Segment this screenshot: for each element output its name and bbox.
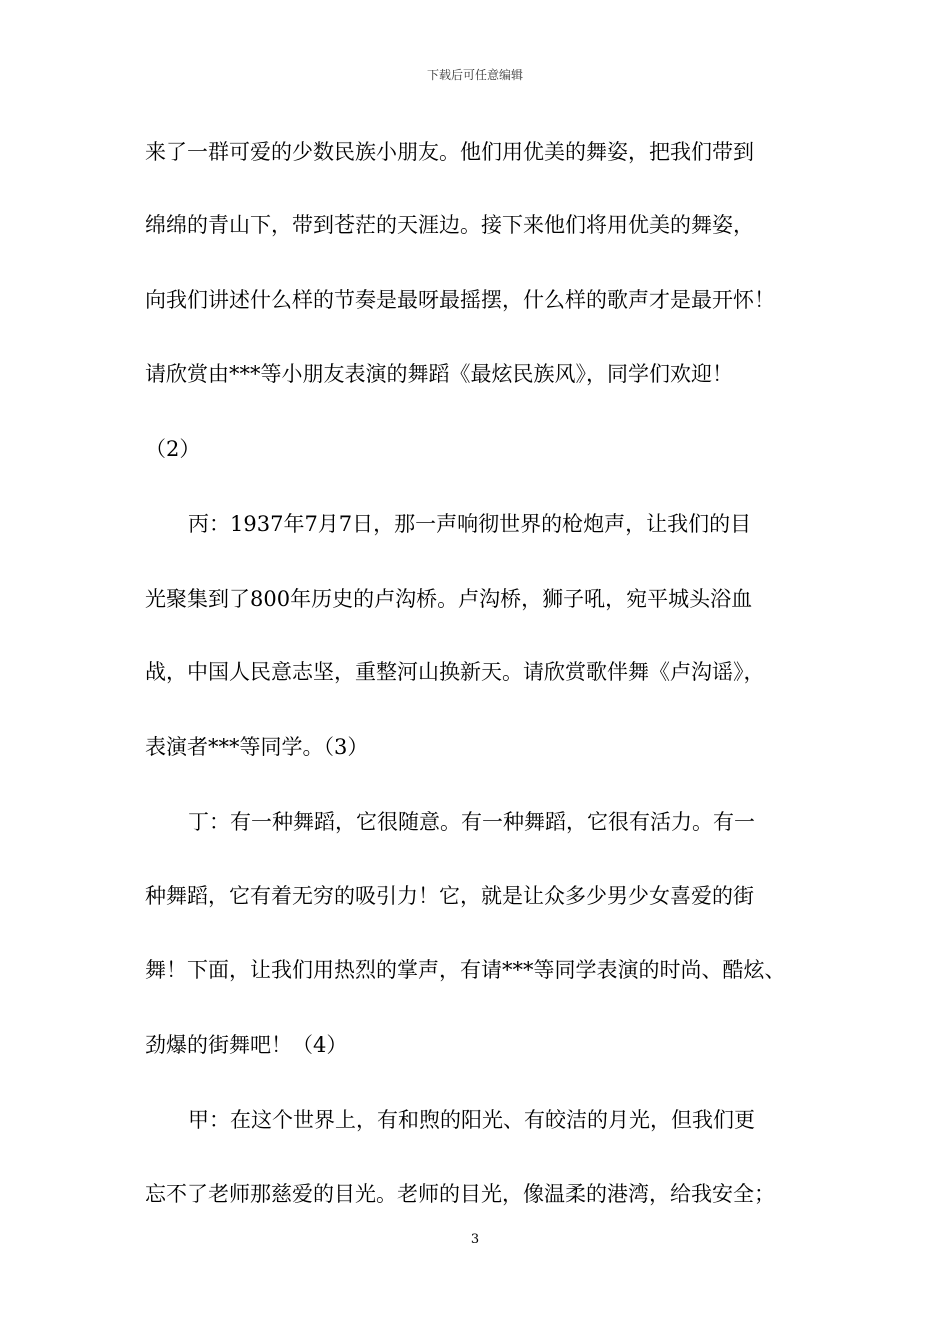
- body-line: 舞！下面，让我们用热烈的掌声，有请***等同学表演的时尚、酷炫、: [145, 958, 786, 982]
- body-line: 请欣赏由***等小朋友表演的舞蹈《最炫民族风》，同学们欢迎！: [145, 362, 733, 386]
- page-number: 3: [470, 1232, 480, 1247]
- paragraph-start-line: 丁：有一种舞蹈，它很随意。有一种舞蹈，它很有活力。有一: [188, 810, 755, 834]
- body-line: 种舞蹈，它有着无穷的吸引力！它，就是让众多少男少女喜爱的街: [145, 884, 754, 908]
- body-line: 光聚集到了800年历史的卢沟桥。卢沟桥，狮子吼，宛平城头浴血: [145, 587, 753, 611]
- body-line: 来了一群可爱的少数民族小朋友。他们用优美的舞姿，把我们带到: [145, 140, 754, 164]
- body-line: 战，中国人民意志坚，重整河山换新天。请欣赏歌伴舞《卢沟谣》，: [145, 660, 765, 684]
- body-line: （2）: [145, 437, 201, 461]
- page-header: 下载后可任意编辑: [426, 68, 523, 82]
- paragraph-start-line: 甲：在这个世界上，有和煦的阳光、有皎洁的月光，但我们更: [188, 1108, 755, 1132]
- paragraph-start-line: 丙：1937年7月7日，那一声响彻世界的枪炮声，让我们的目: [188, 512, 752, 536]
- body-line: 劲爆的街舞吧！（4）: [145, 1033, 348, 1057]
- body-line: 向我们讲述什么样的节奏是最呀最摇摆，什么样的歌声才是最开怀！: [145, 288, 775, 312]
- body-line: 绵绵的青山下，带到苍茫的天涯边。接下来他们将用优美的舞姿，: [145, 213, 754, 237]
- body-line: 表演者***等同学。（3）: [145, 735, 369, 759]
- body-line: 忘不了老师那慈爱的目光。老师的目光，像温柔的港湾，给我安全；: [145, 1182, 775, 1206]
